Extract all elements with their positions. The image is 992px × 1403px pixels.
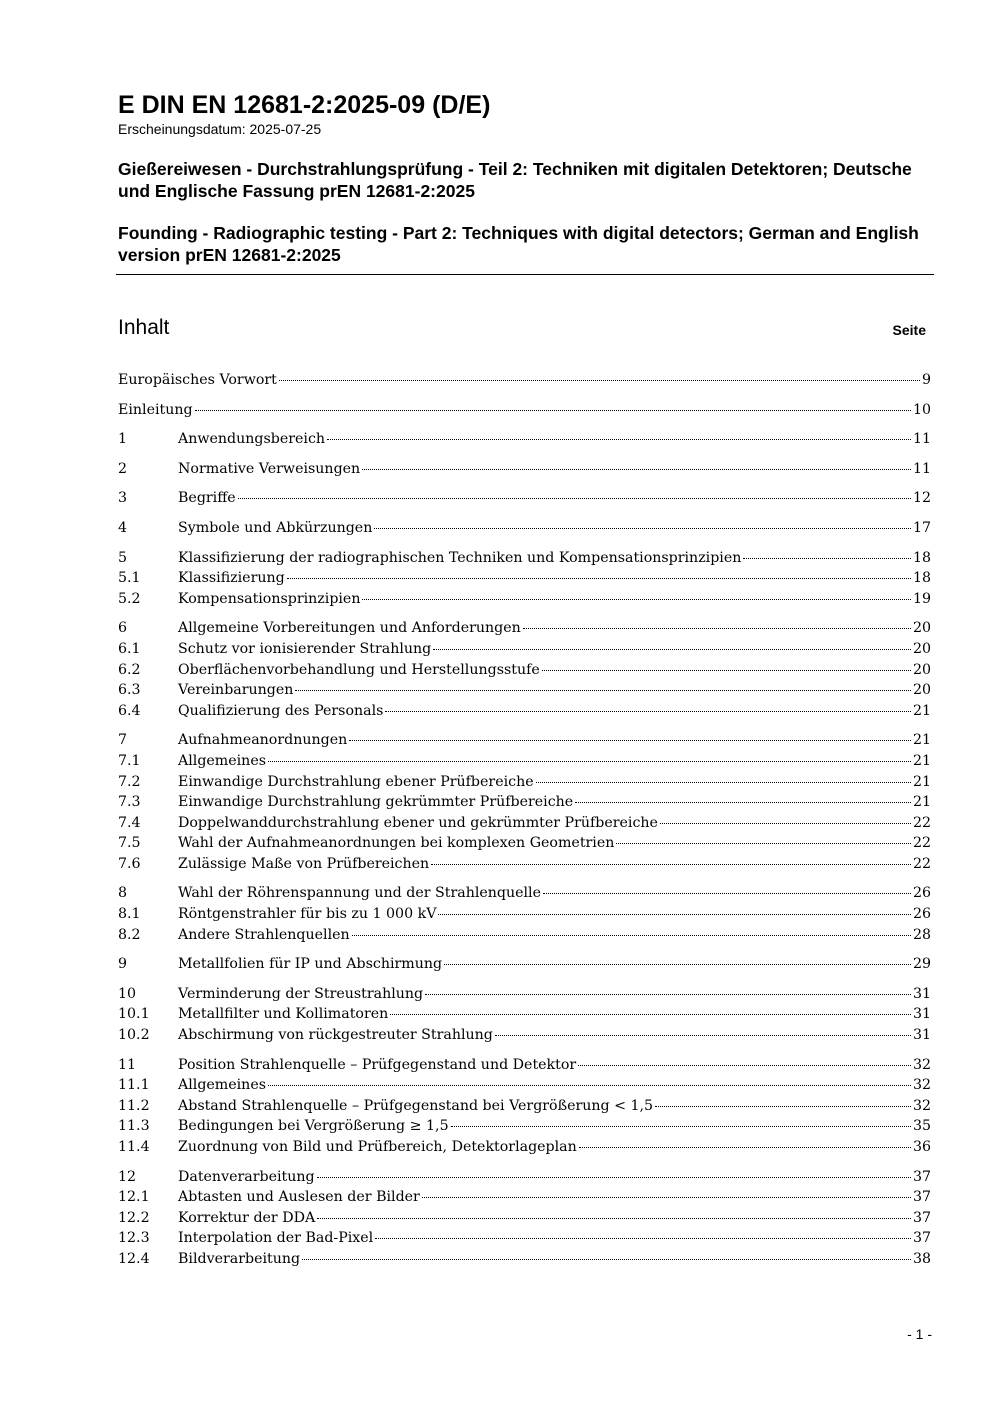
toc-entry[interactable] bbox=[118, 518, 931, 539]
toc-entry[interactable] bbox=[118, 370, 931, 391]
toc-entry-label: Abschirmung von rückgestreuter Strahlung bbox=[178, 1027, 493, 1044]
toc-entry-page: 28 bbox=[912, 926, 931, 943]
toc-entry-label: Schutz vor ionisierender Strahlung bbox=[178, 640, 432, 657]
toc-entry-label: Oberflächenvorbehandlung und Herstellungsstufe bbox=[178, 661, 540, 678]
toc-leader-dots bbox=[438, 914, 910, 915]
toc-entry[interactable] bbox=[118, 1249, 931, 1270]
toc-leader-dots bbox=[362, 469, 911, 470]
toc-entry-number: 1 bbox=[118, 431, 128, 448]
toc-entry-number: 5.1 bbox=[118, 570, 141, 587]
toc-entry-page: 19 bbox=[912, 590, 931, 607]
toc-entry-page: 21 bbox=[912, 794, 931, 811]
toc-entry[interactable] bbox=[118, 813, 931, 834]
title-english: Founding - Radiographic testing - Part 2: Techniques with digital detectors; German and English version prEN 12681-2:2025 bbox=[118, 223, 919, 265]
toc-entry-page: 31 bbox=[912, 985, 931, 1002]
toc-group bbox=[118, 429, 931, 450]
toc-leader-dots bbox=[268, 761, 911, 762]
toc-entry-label: Korrektur der DDA bbox=[178, 1209, 316, 1226]
document-header bbox=[118, 90, 936, 266]
toc-entry-number: 10 bbox=[118, 985, 137, 1002]
page-number: - 1 - bbox=[907, 1326, 932, 1342]
toc-entry-label: Metallfilter und Kollimatoren bbox=[178, 1006, 389, 1023]
toc-entry-label: Einwandige Durchstrahlung ebener Prüfbereiche bbox=[178, 773, 534, 790]
toc-group bbox=[118, 488, 931, 509]
toc-entry-number: 5.2 bbox=[118, 590, 141, 607]
toc-entry-label: Begriffe bbox=[178, 490, 236, 507]
toc-leader-dots bbox=[352, 935, 911, 936]
toc-entry-number: 6.3 bbox=[118, 682, 141, 699]
toc-entry[interactable] bbox=[118, 618, 931, 639]
toc-entry-label: Position Strahlenquelle – Prüfgegenstand und Detektor bbox=[178, 1056, 577, 1073]
toc-entry-label: Metallfolien für IP und Abschirmung bbox=[178, 956, 443, 973]
toc-entry-label: Datenverarbeitung bbox=[178, 1168, 315, 1185]
toc-entry[interactable] bbox=[118, 1208, 931, 1229]
toc-leader-dots bbox=[385, 711, 911, 712]
table-of-contents bbox=[118, 370, 931, 1279]
toc-entry-page: 38 bbox=[912, 1250, 931, 1267]
toc-entry-page: 18 bbox=[912, 570, 931, 587]
toc-entry-number: 4 bbox=[118, 519, 128, 536]
toc-entry-page: 37 bbox=[912, 1168, 931, 1185]
toc-leader-dots bbox=[317, 1177, 911, 1178]
toc-entry-label: Zuordnung von Bild und Prüfbereich, Detektorlageplan bbox=[178, 1139, 577, 1155]
toc-entry[interactable] bbox=[118, 1116, 931, 1137]
toc-entry-number: 12.2 bbox=[118, 1209, 150, 1226]
toc-leader-dots bbox=[616, 843, 911, 844]
toc-entry-label: Kompensationsprinzipien bbox=[178, 590, 361, 607]
toc-entry[interactable] bbox=[118, 568, 931, 589]
toc-entry-number: 6.1 bbox=[118, 640, 141, 657]
toc-entry-page: 22 bbox=[912, 814, 931, 831]
toc-leader-dots bbox=[579, 1147, 911, 1148]
toc-leader-dots bbox=[238, 498, 911, 499]
toc-entry-label: Aufnahmeanordnungen bbox=[178, 732, 348, 749]
toc-entry[interactable] bbox=[118, 429, 931, 450]
toc-leader-dots bbox=[390, 1014, 911, 1015]
toc-entry-label: Normative Verweisungen bbox=[178, 460, 361, 477]
toc-entry-number: 7.5 bbox=[118, 835, 141, 852]
toc-entry[interactable] bbox=[118, 925, 931, 946]
toc-entry[interactable] bbox=[118, 400, 931, 421]
toc-entry[interactable] bbox=[118, 1055, 931, 1076]
toc-entry-label: Klassifizierung bbox=[178, 570, 285, 587]
toc-leader-dots bbox=[425, 994, 911, 995]
toc-page-column-label: Seite bbox=[892, 322, 926, 338]
toc-entry-number: 2 bbox=[118, 460, 128, 477]
toc-entry-number: 8.2 bbox=[118, 926, 141, 943]
toc-leader-dots bbox=[375, 1238, 911, 1239]
toc-entry-label: Interpolation der Bad-Pixel bbox=[178, 1230, 374, 1247]
toc-entry[interactable] bbox=[118, 1075, 931, 1096]
toc-entry-number: 11.1 bbox=[118, 1077, 150, 1094]
toc-entry-number: 6 bbox=[118, 620, 128, 637]
toc-entry-page: 21 bbox=[912, 773, 931, 790]
toc-entry-number: 6.2 bbox=[118, 661, 141, 678]
toc-entry[interactable] bbox=[118, 854, 931, 875]
toc-entry-page: 18 bbox=[912, 549, 931, 566]
toc-entry-page: 22 bbox=[912, 835, 931, 852]
toc-leader-dots bbox=[495, 1035, 911, 1036]
toc-entry-number: 7.2 bbox=[118, 773, 141, 790]
toc-entry-page: 32 bbox=[912, 1077, 931, 1094]
toc-entry-label: Bedingungen bei Vergrößerung ≥ 1,5 bbox=[178, 1118, 449, 1135]
toc-leader-dots bbox=[575, 802, 911, 803]
toc-entry[interactable] bbox=[118, 680, 931, 701]
document-id: E DIN EN 12681-2:2025-09 (D/E) bbox=[118, 91, 491, 119]
toc-entry-page: 32 bbox=[912, 1056, 931, 1073]
toc-group bbox=[118, 1167, 931, 1270]
toc-leader-dots bbox=[349, 740, 911, 741]
toc-entry[interactable] bbox=[118, 660, 931, 681]
toc-leader-dots bbox=[431, 864, 911, 865]
toc-entry-page: 17 bbox=[912, 519, 931, 536]
toc-entry[interactable] bbox=[118, 883, 931, 904]
toc-entry-label: Allgemeines bbox=[178, 752, 266, 769]
toc-entry-page: 20 bbox=[912, 640, 931, 657]
toc-entry-label: Röntgenstrahler für bis zu 1 000 kV bbox=[178, 906, 437, 923]
toc-entry-label: Bildverarbeitung bbox=[178, 1250, 301, 1267]
toc-leader-dots bbox=[295, 690, 911, 691]
toc-entry-page: 37 bbox=[912, 1230, 931, 1247]
toc-leader-dots bbox=[422, 1197, 911, 1198]
toc-entry[interactable] bbox=[118, 792, 931, 813]
toc-leader-dots bbox=[279, 380, 920, 381]
toc-entry-page: 32 bbox=[912, 1097, 931, 1114]
toc-entry[interactable] bbox=[118, 459, 931, 480]
toc-leader-dots bbox=[374, 528, 911, 529]
toc-entry-page: 37 bbox=[912, 1189, 931, 1206]
toc-entry[interactable] bbox=[118, 954, 931, 975]
toc-entry[interactable] bbox=[118, 730, 931, 751]
toc-entry-label: Anwendungsbereich bbox=[178, 431, 326, 448]
toc-entry[interactable] bbox=[118, 1025, 931, 1046]
toc-entry-number: 10.1 bbox=[118, 1006, 150, 1023]
toc-entry-page: 26 bbox=[912, 885, 931, 902]
toc-entry[interactable] bbox=[118, 589, 931, 610]
toc-entry[interactable] bbox=[118, 772, 931, 793]
toc-entry-number: 10.2 bbox=[118, 1027, 150, 1044]
toc-entry[interactable] bbox=[118, 1137, 931, 1158]
toc-entry-page: 29 bbox=[912, 956, 931, 973]
toc-entry-page: 10 bbox=[912, 401, 931, 418]
toc-entry-number: 7 bbox=[118, 732, 128, 749]
toc-leader-dots bbox=[523, 628, 911, 629]
toc-entry-number: 6.4 bbox=[118, 702, 141, 719]
toc-entry-label: Symbole und Abkürzungen bbox=[178, 519, 373, 536]
toc-entry-label: Allgemeine Vorbereitungen und Anforderungen bbox=[178, 620, 521, 637]
toc-entry[interactable] bbox=[118, 639, 931, 660]
toc-entry-page: 9 bbox=[921, 372, 931, 388]
publication-date: Erscheinungsdatum: 2025-07-25 bbox=[118, 121, 322, 137]
toc-entry[interactable] bbox=[118, 984, 931, 1005]
toc-entry-page: 36 bbox=[912, 1139, 931, 1155]
toc-entry-label: Klassifizierung der radiographischen Techniken und Kompensationsprinzipien bbox=[178, 549, 742, 566]
toc-entry-label: Abstand Strahlenquelle – Prüfgegenstand bei Vergrößerung < 1,5 bbox=[178, 1097, 654, 1114]
toc-entry-number: 3 bbox=[118, 490, 128, 507]
toc-entry-label: Verminderung der Streustrahlung bbox=[178, 985, 424, 1002]
toc-entry-label: Einwandige Durchstrahlung gekrümmter Prüfbereiche bbox=[178, 794, 574, 811]
toc-entry[interactable] bbox=[118, 1187, 931, 1208]
toc-entry-number: 8 bbox=[118, 885, 128, 902]
toc-group bbox=[118, 1055, 931, 1158]
toc-entry[interactable] bbox=[118, 548, 931, 569]
toc-group bbox=[118, 459, 931, 480]
toc-group bbox=[118, 370, 931, 391]
toc-entry-page: 31 bbox=[912, 1027, 931, 1044]
toc-entry-number: 8.1 bbox=[118, 906, 141, 923]
toc-entry-number: 5 bbox=[118, 549, 128, 566]
toc-leader-dots bbox=[655, 1106, 911, 1107]
toc-entry-label: Einleitung bbox=[118, 401, 193, 418]
toc-group bbox=[118, 730, 931, 874]
toc-entry-page: 31 bbox=[912, 1006, 931, 1023]
toc-leader-dots bbox=[542, 670, 911, 671]
toc-leader-dots bbox=[317, 1218, 911, 1219]
toc-entry-number: 12.4 bbox=[118, 1250, 150, 1267]
toc-entry[interactable] bbox=[118, 1228, 931, 1249]
toc-entry-number: 9 bbox=[118, 956, 128, 973]
toc-entry-page: 35 bbox=[912, 1118, 931, 1135]
toc-entry-page: 11 bbox=[912, 431, 931, 448]
toc-entry-label: Doppelwanddurchstrahlung ebener und gekrümmter Prüfbereiche bbox=[178, 814, 658, 831]
toc-entry[interactable] bbox=[118, 1004, 931, 1025]
toc-entry-label: Wahl der Röhrenspannung und der Strahlenquelle bbox=[178, 885, 541, 902]
toc-entry-number: 7.1 bbox=[118, 752, 141, 769]
toc-entry-number: 7.4 bbox=[118, 814, 141, 831]
toc-leader-dots bbox=[362, 599, 910, 600]
toc-entry-label: Qualifizierung des Personals bbox=[178, 702, 384, 719]
toc-entry-label: Abtasten und Auslesen der Bilder bbox=[178, 1189, 420, 1206]
toc-leader-dots bbox=[451, 1126, 911, 1127]
toc-heading bbox=[118, 314, 926, 344]
toc-entry[interactable] bbox=[118, 751, 931, 772]
toc-title: Inhalt bbox=[118, 316, 170, 339]
toc-entry[interactable] bbox=[118, 701, 931, 722]
toc-entry-page: 37 bbox=[912, 1209, 931, 1226]
toc-group bbox=[118, 954, 931, 975]
toc-entry-number: 12.1 bbox=[118, 1189, 150, 1206]
toc-entry-page: 20 bbox=[912, 682, 931, 699]
toc-entry-number: 7.3 bbox=[118, 794, 141, 811]
title-german: Gießereiwesen - Durchstrahlungsprüfung - Teil 2: Techniken mit digitalen Detektoren; Deutsche und Englische Fassung prEN 12681-2:2025 bbox=[118, 159, 912, 201]
toc-entry-page: 12 bbox=[912, 490, 931, 507]
toc-entry[interactable] bbox=[118, 1167, 931, 1188]
toc-group bbox=[118, 518, 931, 539]
toc-entry-number: 12 bbox=[118, 1168, 137, 1185]
toc-entry[interactable] bbox=[118, 488, 931, 509]
toc-entry[interactable] bbox=[118, 1096, 931, 1117]
toc-entry-number: 11.3 bbox=[118, 1118, 150, 1135]
toc-entry-number: 7.6 bbox=[118, 855, 141, 872]
toc-leader-dots bbox=[543, 893, 911, 894]
toc-entry-page: 22 bbox=[912, 855, 931, 872]
toc-entry-number: 12.3 bbox=[118, 1230, 150, 1247]
toc-group bbox=[118, 883, 931, 945]
toc-leader-dots bbox=[743, 558, 911, 559]
toc-entry-label: Vereinbarungen bbox=[178, 682, 294, 699]
toc-entry-label: Andere Strahlenquellen bbox=[178, 926, 350, 943]
toc-group bbox=[118, 548, 931, 610]
toc-entry-page: 26 bbox=[912, 906, 931, 923]
toc-group bbox=[118, 984, 931, 1046]
toc-leader-dots bbox=[302, 1259, 911, 1260]
toc-entry-page: 21 bbox=[912, 732, 931, 749]
toc-entry-label: Allgemeines bbox=[178, 1077, 266, 1094]
toc-entry-label: Wahl der Aufnahmeanordnungen bei komplexen Geometrien bbox=[178, 835, 615, 852]
toc-leader-dots bbox=[433, 649, 911, 650]
toc-group bbox=[118, 618, 931, 721]
toc-leader-dots bbox=[327, 439, 911, 440]
toc-entry-page: 21 bbox=[912, 752, 931, 769]
toc-leader-dots bbox=[536, 782, 911, 783]
toc-entry-label: Europäisches Vorwort bbox=[118, 372, 277, 388]
toc-group bbox=[118, 400, 931, 421]
toc-leader-dots bbox=[268, 1085, 911, 1086]
toc-entry-number: 11 bbox=[118, 1056, 137, 1073]
toc-leader-dots bbox=[578, 1065, 911, 1066]
toc-entry[interactable] bbox=[118, 904, 931, 925]
toc-entry-number: 11.4 bbox=[118, 1139, 150, 1155]
toc-leader-dots bbox=[195, 410, 911, 411]
toc-leader-dots bbox=[660, 823, 911, 824]
toc-entry-page: 21 bbox=[912, 702, 931, 719]
toc-entry-page: 11 bbox=[912, 460, 931, 477]
toc-entry[interactable] bbox=[118, 833, 931, 854]
toc-entry-number: 11.2 bbox=[118, 1097, 150, 1114]
header-divider bbox=[116, 274, 934, 275]
toc-entry-page: 20 bbox=[912, 620, 931, 637]
toc-leader-dots bbox=[444, 964, 911, 965]
toc-entry-label: Zulässige Maße von Prüfbereichen bbox=[178, 855, 430, 872]
toc-leader-dots bbox=[287, 578, 911, 579]
toc-entry-page: 20 bbox=[912, 661, 931, 678]
